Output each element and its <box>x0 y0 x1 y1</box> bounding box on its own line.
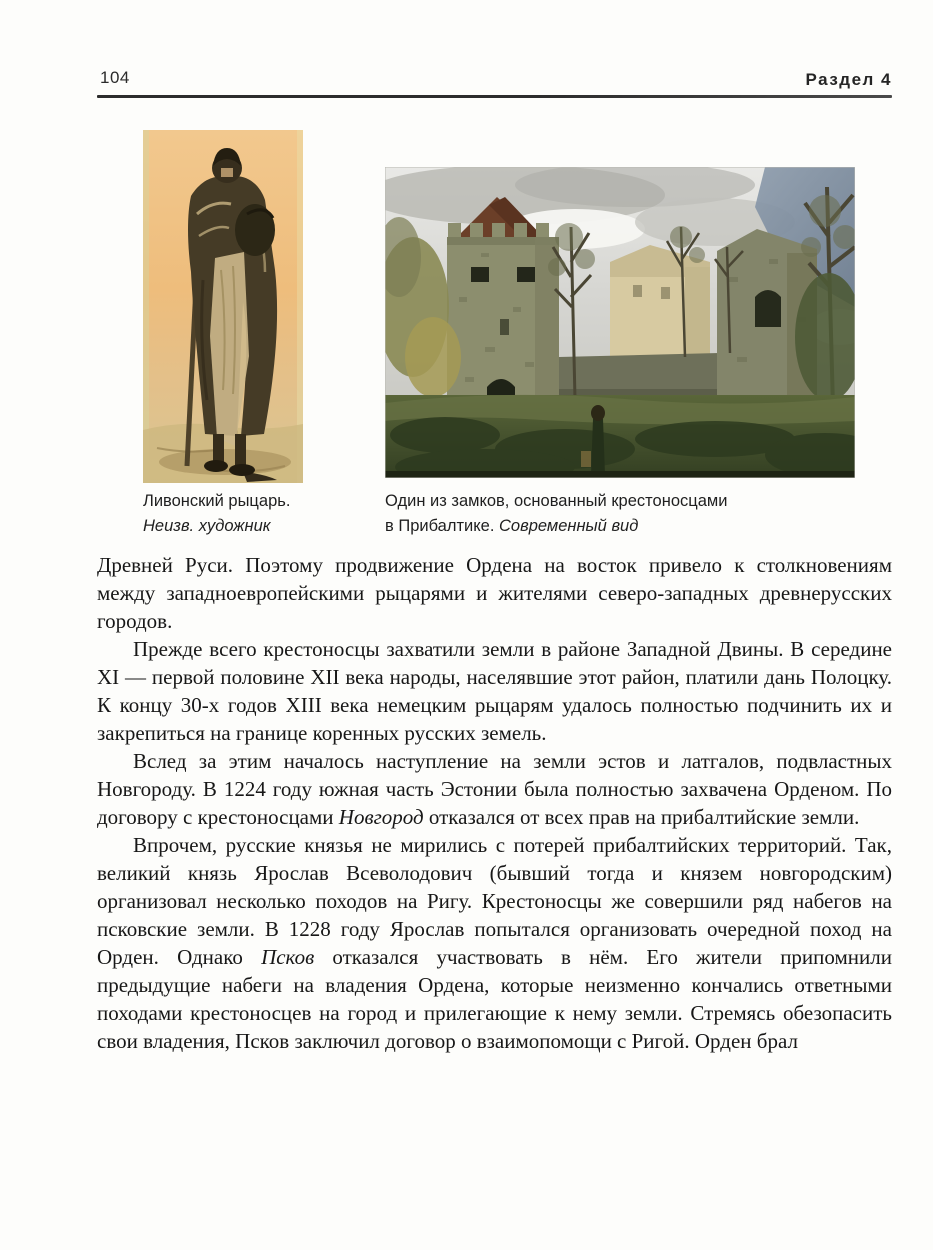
knight-illustration <box>143 130 303 483</box>
knight-caption-title: Ливонский рыцарь. <box>143 492 291 510</box>
body-segment: Древней Руси. Поэтому продвижение Ордена на восток привело к столкновениям между западноевропейскими рыцарями и жителями северо-западных древнерусских городов. <box>97 553 892 633</box>
header-rule <box>97 95 892 98</box>
body-segment: Впрочем, русские князья не мирились с потерей прибалтийских территорий. Так, великий князь Ярослав Всеволодович (бывший тогда и князем новгородским) организовал несколько походов на Ригу. Крестоносцы же совершили ряд набегов на псковские земли. В 1228 году Ярослав попытался организовать очередной поход на Орден. Однако <box>97 833 892 969</box>
body-italic-term: Новгород <box>338 805 424 829</box>
knight-caption <box>143 489 383 539</box>
body-paragraph <box>97 551 892 635</box>
page-header <box>97 68 892 92</box>
page-number: 104 <box>100 68 130 87</box>
castle-caption-line2 <box>385 514 865 539</box>
body-paragraph <box>97 747 892 831</box>
knight-figure-image <box>143 130 303 483</box>
castle-caption-line2-prefix: в Прибалтике. <box>385 517 500 535</box>
section-label: Раздел 4 <box>805 70 892 89</box>
castle-caption-line2-italic: Современный вид <box>499 517 639 535</box>
body-segment: отказался участвовать в нём. Его жители припомнили предыдущие набеги на владения Ордена, которые неизменно кончались ответными походами крестоносцев на город и прилегающие к нему земли. Стремясь обезопасить свои владения, Псков заключил договор о взаимопомощи с Ригой. Орден брал <box>97 945 892 1053</box>
castle-caption-line1: Один из замков, основанный крестоносцами <box>385 492 728 510</box>
body-italic-term: Псков <box>261 945 315 969</box>
body-segment: Вслед за этим началось наступление на земли эстов и латгалов, подвластных Новгороду. В 1224 году южная часть Эстонии была полностью захвачена Орденом. По договору с крестоносцами <box>97 749 892 829</box>
body-segment: Прежде всего крестоносцы захватили земли в районе Западной Двины. В середине XI — первой половине XII века народы, населявшие этот район, платили дань Полоцку. К концу 30-х годов XIII века немецким рыцарям удалось полностью подчинить их и закрепиться на границе коренных русских земель. <box>97 637 892 745</box>
body-segment: отказался от всех прав на прибалтийские земли. <box>423 805 860 829</box>
body-paragraph <box>97 831 892 1055</box>
knight-caption-credit: Неизв. художник <box>143 517 271 535</box>
body-text <box>97 551 892 1055</box>
castle-caption <box>385 489 865 539</box>
castle-photo-illustration <box>385 167 855 478</box>
castle-figure-image <box>385 167 855 478</box>
body-paragraph <box>97 635 892 747</box>
